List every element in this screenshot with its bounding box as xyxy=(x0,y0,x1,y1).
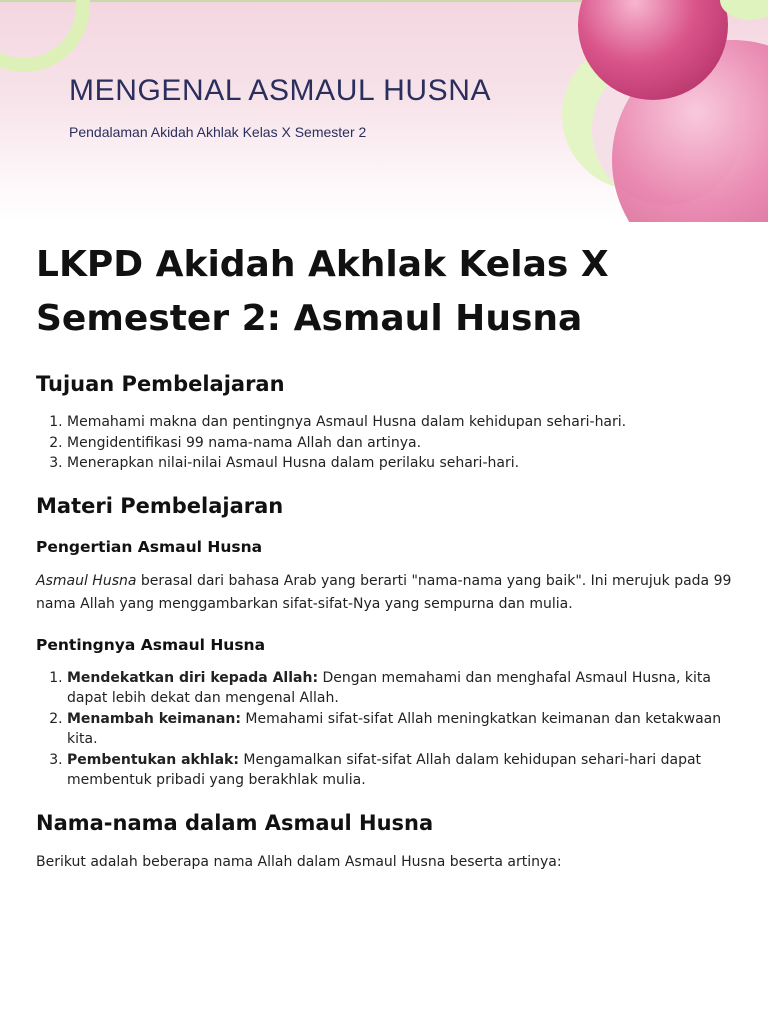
list-item-text: Mengamalkan sifat-sifat Allah dalam kehidupan sehari-hari dapat membentuk pribadi yang berakhlak mulia. xyxy=(67,751,702,788)
list-item-text: Memahami sifat-sifat Allah meningkatkan keimanan dan ketakwaan kita. xyxy=(67,710,722,747)
banner-title: MENGENAL ASMAUL HUSNA xyxy=(69,74,492,107)
paragraph-nama-intro: Berikut adalah beberapa nama Allah dalam Asmaul Husna beserta artinya: xyxy=(36,853,562,870)
pengertian-text: berasal dari bahasa Arab yang berarti "nama-nama yang baik". Ini merujuk pada 99 nama Allah yang menggambarkan sifat-sifat-Nya yang sempurna dan mulia. xyxy=(36,572,732,612)
heading-nama: Nama-nama dalam Asmaul Husna xyxy=(36,810,434,835)
tujuan-list xyxy=(36,412,736,474)
banner-subtitle: Pendalaman Akidah Akhlak Kelas X Semester 2 xyxy=(69,124,367,140)
list-item-term: Menambah keimanan: xyxy=(67,710,241,727)
list-item xyxy=(67,750,736,791)
section-tujuan xyxy=(36,370,736,474)
decorative-ring xyxy=(0,0,90,72)
document-title: LKPD Akidah Akhlak Kelas X Semester 2: Asmaul Husna xyxy=(36,244,609,339)
paragraph-pengertian xyxy=(36,570,736,616)
list-item: 3. Menerapkan nilai-nilai Asmaul Husna dalam perilaku sehari-hari. xyxy=(67,453,736,474)
list-item: 2. Mengidentifikasi 99 nama-nama Allah dan artinya. xyxy=(67,433,736,454)
heading-materi: Materi Pembelajaran xyxy=(36,493,284,518)
heading-pentingnya: Pentingnya Asmaul Husna xyxy=(36,635,266,654)
header-banner xyxy=(0,0,768,222)
heading-pengertian: Pengertian Asmaul Husna xyxy=(36,537,263,556)
list-item xyxy=(67,668,736,709)
list-item xyxy=(67,709,736,750)
list-item-term: Pembentukan akhlak: xyxy=(67,751,239,768)
pentingnya-list xyxy=(36,668,736,791)
term-asmaul-husna: Asmaul Husna xyxy=(36,572,137,589)
list-item-text: Dengan memahami dan menghafal Asmaul Husna, kita dapat lebih dekat dan mengenal Allah. xyxy=(67,669,711,706)
heading-tujuan: Tujuan Pembelajaran xyxy=(36,372,285,396)
section-materi xyxy=(36,492,736,791)
list-item: 1. Memahami makna dan pentingnya Asmaul Husna dalam kehidupan sehari-hari. xyxy=(67,412,736,433)
section-nama xyxy=(36,809,736,874)
list-item-term: Mendekatkan diri kepada Allah: xyxy=(67,669,319,686)
document-content xyxy=(36,238,736,892)
